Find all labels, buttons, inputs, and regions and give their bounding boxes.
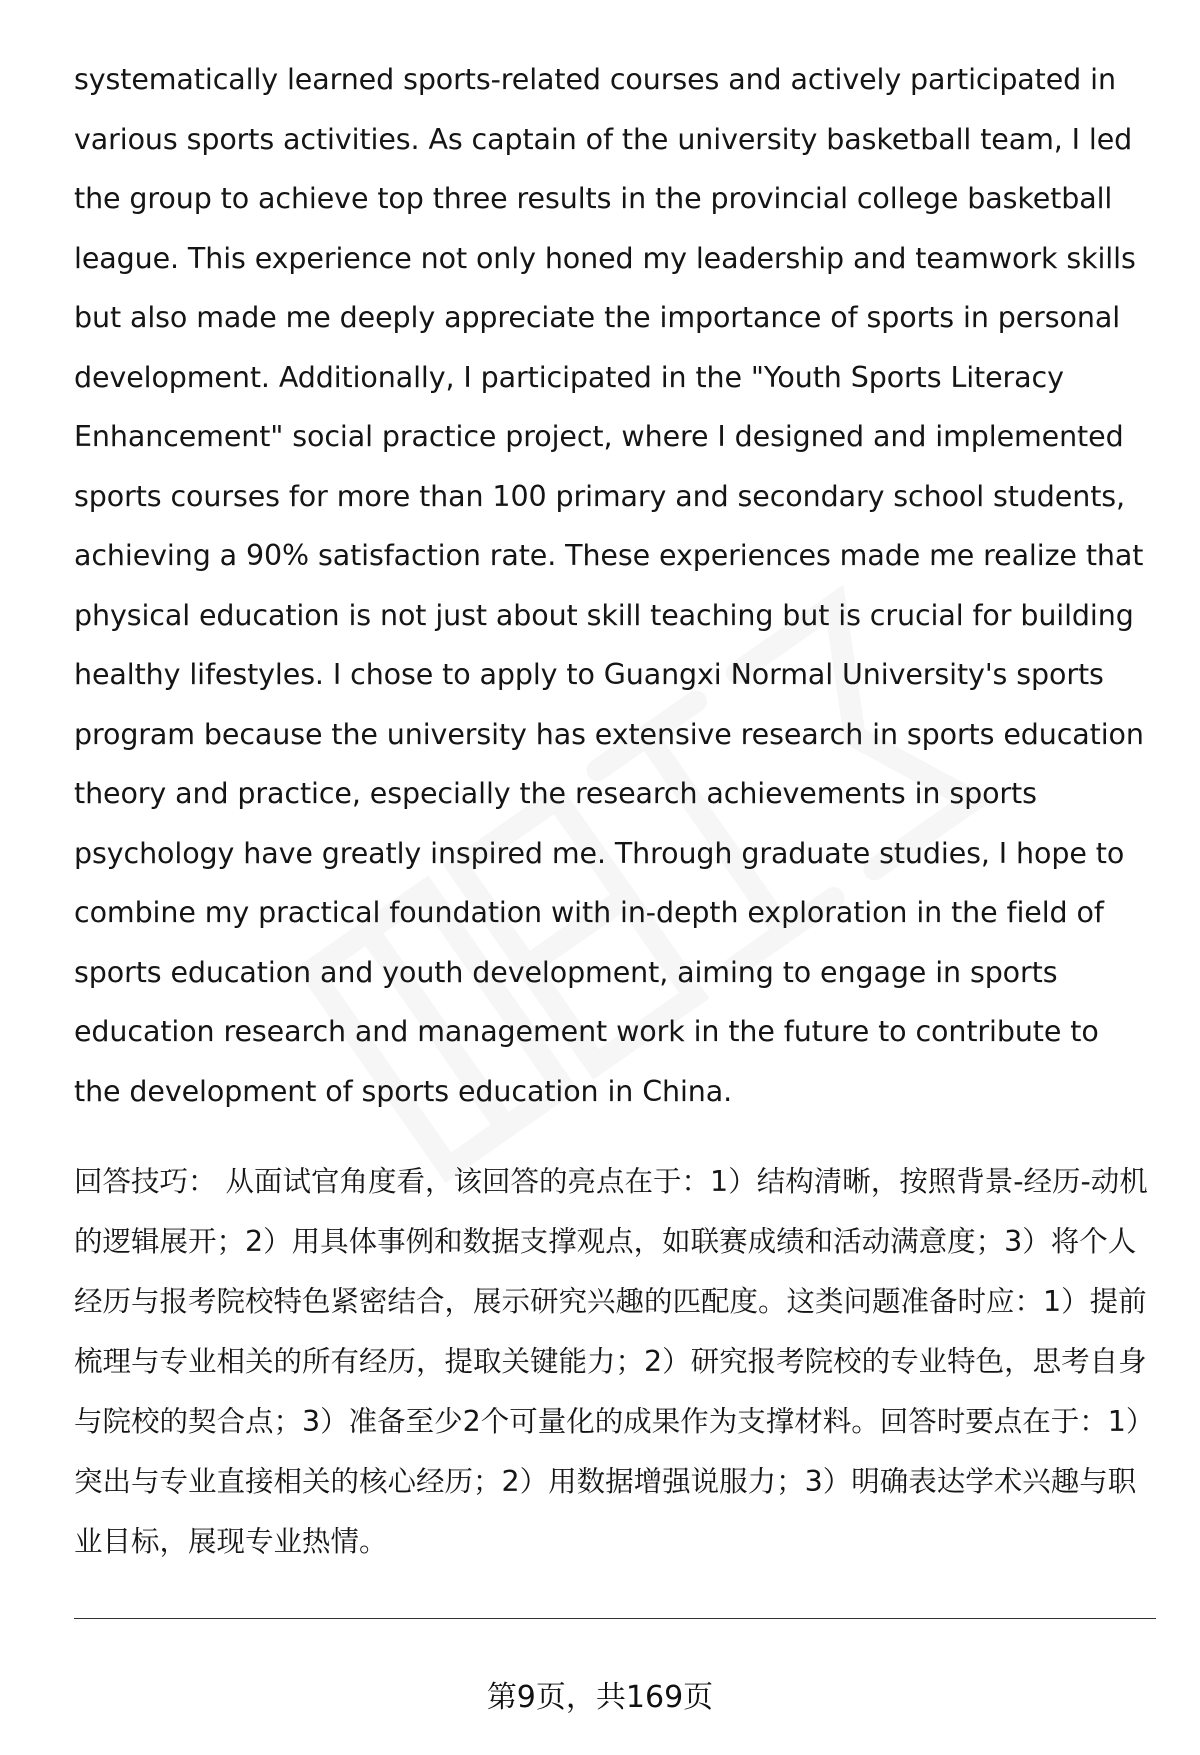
footer-divider: [74, 1618, 1156, 1619]
tips-paragraph: 回答技巧： 从面试官角度看，该回答的亮点在于：1）结构清晰，按照背景-经历-动机的逻辑展开；2）用具体事例和数据支撑观点，如联赛成绩和活动满意度；3）将个人经历与报考院校特色紧密结合，展示研究兴趣的匹配度。这类问题准备时应：1）提前梳理与专业相关的所有经历，提取关键能力；2）研究报考院校的专业特色，思考自身与院校的契合点；3）准备至少2个可量化的成果作为支撑材料。回答时要点在于：1）突出与专业直接相关的核心经历；2）用数据增强说服力；3）明确表达学术兴趣与职业目标，展现专业热情。: [74, 1165, 1148, 1558]
page-number: 第9页，共169页: [486, 1680, 714, 1715]
body-paragraph: systematically learned sports-related courses and actively participated in various sports activities. As captain of the university basketball team, I led the group to achieve top three results in the provincial college basketball league. This experience not only honed my leadership and teamwork skills but also made me deeply appreciate the importance of sports in personal development. Additionally, I participated in the "Youth Sports Literacy Enhancement" social practice project, where I designed and implemented sports courses for more than 100 primary and secondary school students, achieving a 90% satisfaction rate. These experiences made me realize that physical education is not just about skill teaching but is crucial for building healthy lifestyles. I chose to apply to Guangxi Normal University's sports program because the university has extensive research in sports education theory and practice, especially the research achievements in sports psychology have greatly inspired me. Through graduate studies, I hope to combine my practical foundation with in-depth exploration in the field of sports education and youth development, aiming to engage in sports education research and management work in the future to contribute to the development of sports education in China.: [74, 63, 1144, 1108]
